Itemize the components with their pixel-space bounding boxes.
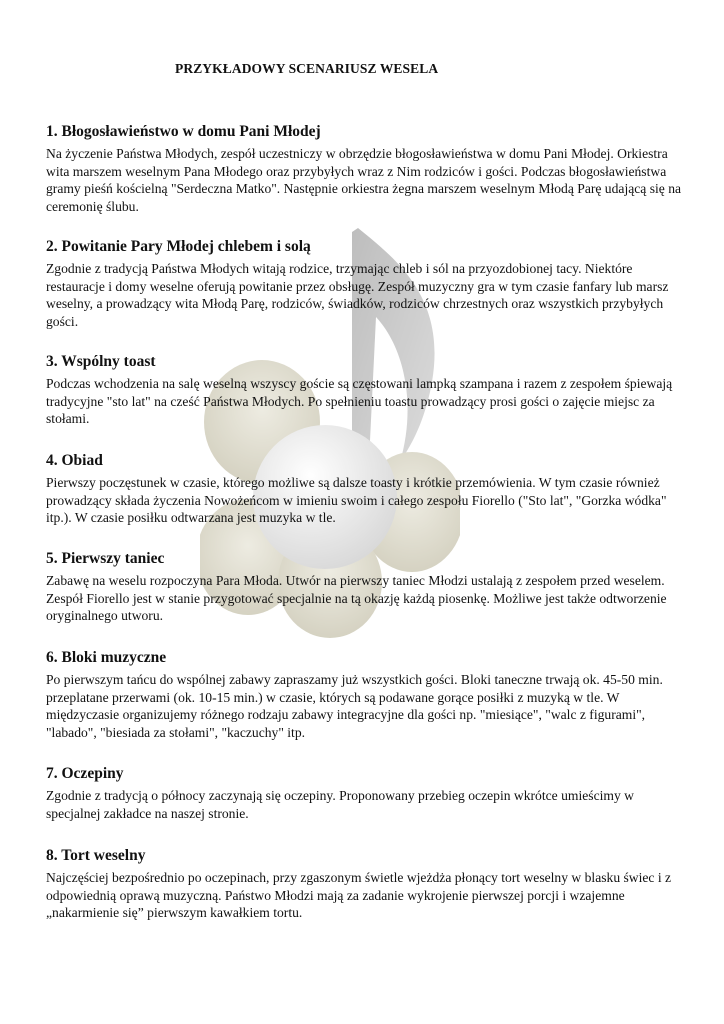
section-3 — [46, 352, 686, 428]
section-heading: 2. Powitanie Pary Młodej chlebem i solą — [46, 238, 311, 255]
section-4 — [46, 451, 686, 527]
section-heading: 7. Oczepiny — [46, 765, 124, 782]
document-title: PRZYKŁADOWY SCENARIUSZ WESELA — [175, 61, 439, 76]
section-heading: 3. Wspólny toast — [46, 353, 156, 370]
section-heading: 4. Obiad — [46, 452, 103, 469]
section-heading: 1. Błogosławieństwo w domu Pani Młodej — [46, 123, 321, 140]
section-body: Na życzenie Państwa Młodych, zespół uczestniczy w obrzędzie błogosławieństwa w domu Pani Młodej. Orkiestra wita marszem weselnym Pana Młodego oraz przybyłych wraz z Nim rodziców i gości. Podczas błogosławieństwa gramy pieśń kościelną "Serdeczna Matko". Następnie orkiestra żegna marszem weselnym Młodą Parę udającą się na ceremonię ślubu. — [46, 146, 682, 214]
section-heading: 5. Pierwszy taniec — [46, 550, 165, 567]
section-1 — [46, 122, 686, 215]
section-body: Pierwszy poczęstunek w czasie, którego możliwe są dalsze toasty i krótkie przemówienia. W tym czasie również prowadzący składa życzenia Nowożeńcom w imieniu swoim i całego zespołu Fiorello ("Sto lat", "Gorzka wódka" itp.). W czasie posiłku odtwarzana jest muzyka w tle. — [46, 475, 667, 526]
section-5 — [46, 549, 686, 625]
section-body: Zgodnie z tradycją o północy zaczynają się oczepiny. Proponowany przebieg oczepin wkrótce umieścimy w specjalnej zakładce na naszej stronie. — [46, 788, 634, 821]
section-8 — [46, 846, 686, 922]
section-body: Zabawę na weselu rozpoczyna Para Młoda. Utwór na pierwszy taniec Młodzi ustalają z zespołem przed weselem. Zespół Fiorello jest w stanie przygotować specjalnie na tą okazję każdą piosenkę. Możliwe jest także odtworzenie oryginalnego utworu. — [46, 573, 667, 624]
section-7 — [46, 764, 686, 822]
section-heading: 6. Bloki muzyczne — [46, 649, 167, 666]
section-body: Po pierwszym tańcu do wspólnej zabawy zapraszamy już wszystkich gości. Bloki taneczne trwają ok. 45-50 min. przeplatane przerwami (ok. 10-15 min.) w czasie, których są podawane gorące posiłki z muzyką w tle. W międzyczasie organizujemy różnego rodzaju zabawy integracyjne dla gości np. "miesiące", "walc z figurami", "labado", "biesiada za stołami", "kaczuchy" itp. — [46, 672, 663, 740]
section-2 — [46, 237, 686, 330]
section-body: Podczas wchodzenia na salę weselną wszyscy goście są częstowani lampką szampana i razem z zespołem śpiewają tradycyjne "sto lat" na cześć Państwa Młodych. Po spełnieniu toastu prowadzący prosi gości o zajęcie miejsc za stołami. — [46, 376, 673, 427]
section-heading: 8. Tort weselny — [46, 847, 146, 864]
section-body: Zgodnie z tradycją Państwa Młodych witają rodzice, trzymając chleb i sól na przyozdobionej tacy. Niektóre restauracje i domy weselne oferują powitanie przez obsługę. Zespół muzyczny gra w tym czasie fanfary lub marsz weselny, a prowadzący wita Młodą Parę, rodziców, świadków, rodziców chrzestnych oraz wszystkich przybyłych gości. — [46, 261, 669, 329]
section-6 — [46, 648, 686, 741]
section-body: Najczęściej bezpośrednio po oczepinach, przy zgaszonym świetle wjeżdża płonący tort weselny w blasku świec i z odpowiednią oprawą muzyczną. Państwo Młodzi mają za zadanie wykrojenie pierwszej porcji i wzajemne „nakarmienie się” pierwszym kawałkiem tortu. — [46, 870, 672, 921]
